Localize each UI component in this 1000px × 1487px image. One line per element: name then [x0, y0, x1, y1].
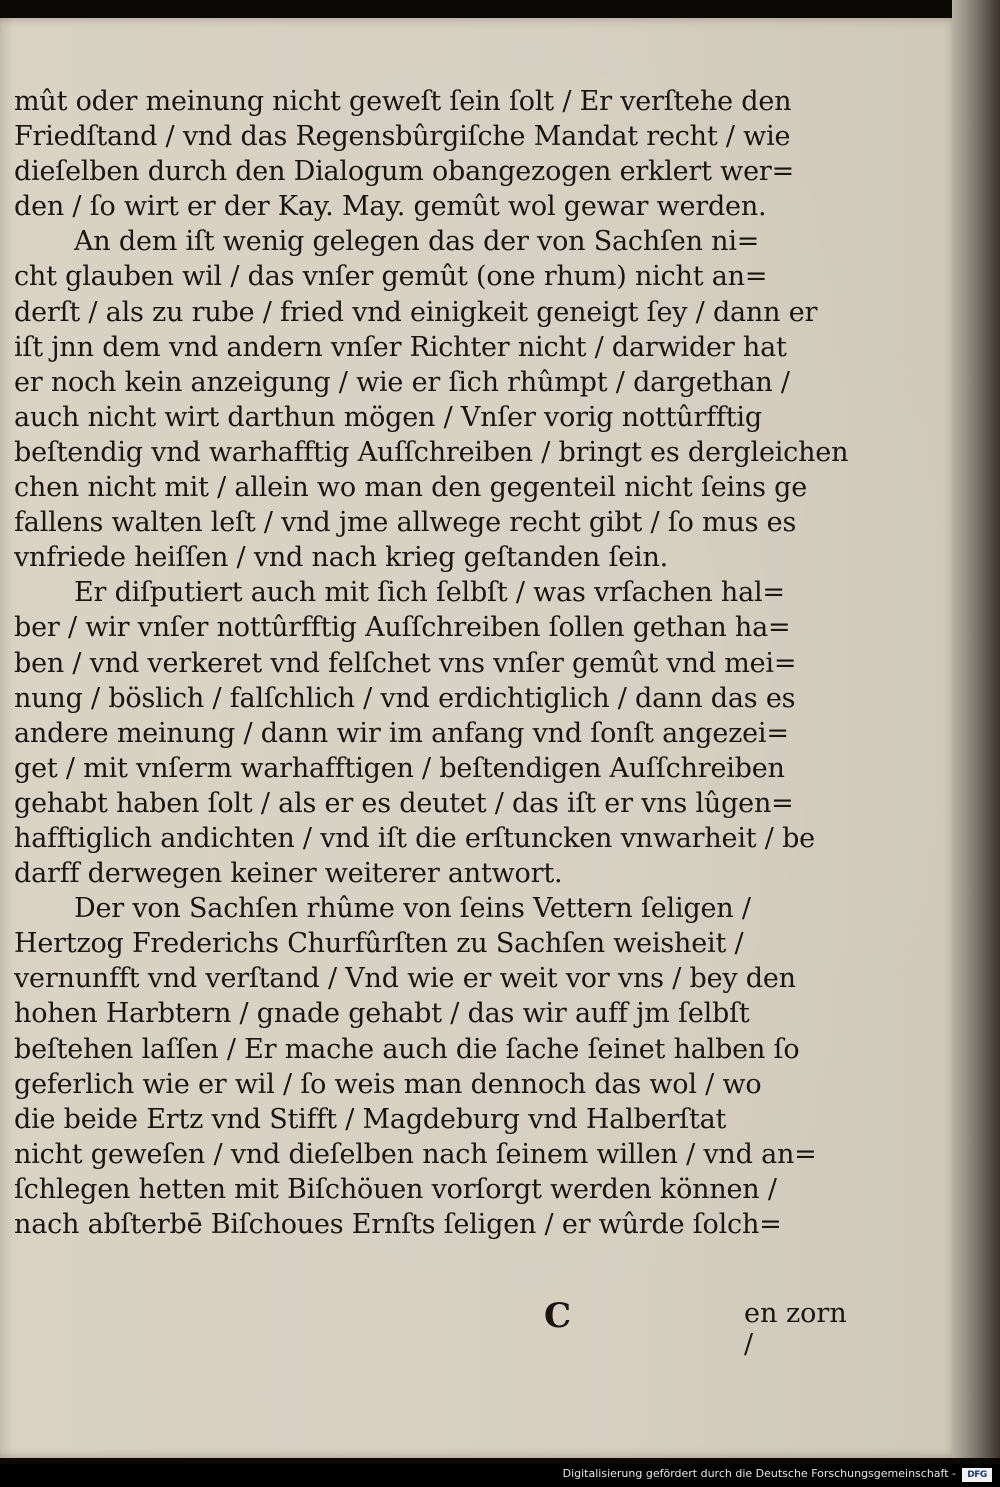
text-line: iſt jnn dem vnd andern vnſer Richter nicht / darwider hat — [14, 331, 787, 363]
catchword: en zorn / — [744, 1298, 847, 1360]
text-line: den / ſo wirt er der Kay. May. gemût wol gewar werden. — [14, 191, 767, 223]
funding-credit: Digitalisierung gefördert durch die Deutsche Forschungsgemeinschaft - — [562, 1467, 956, 1480]
text-line: nicht geweſen / vnd dieſelben nach ſeinem willen / vnd an= — [14, 1138, 817, 1170]
text-line: get / mit vnſerm warhafftigen / beſtendigen Auſſchreiben — [14, 752, 785, 784]
text-line: cht glauben wil / das vnſer gemût (one rhum) nicht an= — [14, 261, 768, 293]
text-line: er noch kein anzeigung / wie er ſich rhûmpt / dargethan / — [14, 366, 790, 398]
text-line: An dem iſt wenig gelegen das der von Sachſen ni= — [74, 226, 760, 258]
text-line: andere meinung / dann wir im anfang vnd ſonſt angezei= — [14, 717, 789, 749]
text-line: mût oder meinung nicht geweſt ſein ſolt / Er verſtehe den — [14, 86, 792, 117]
text-line: ben / vnd verkeret vnd felſchet vns vnſer gemût vnd mei= — [14, 647, 797, 679]
text-line: Der von Sachſen rhûme von ſeins Vettern ſeligen / — [74, 893, 751, 925]
text-line: beſtendig vnd warhafftig Auſſchreiben / bringt es dergleichen — [14, 436, 849, 468]
text-line: auch nicht wirt darthun mögen / Vnſer vorig nottûrfftig — [14, 401, 762, 433]
text-line: nung / böslich / falſchlich / vnd erdichtiglich / dann das es — [14, 682, 796, 714]
scanned-page — [0, 18, 960, 1458]
text-line: vernunfft vnd verſtand / Vnd wie er weit vor vns / bey den — [14, 963, 796, 995]
text-line: darff derwegen keiner weiterer antwort. — [14, 858, 563, 890]
text-line: ber / wir vnſer nottûrfftig Auſſchreiben ſollen gethan ha= — [14, 612, 791, 644]
credit-bar — [0, 1464, 1000, 1487]
text-line: hafftiglich andichten / vnd iſt die erſtuncken vnwarheit / be — [14, 822, 815, 854]
text-line: vnfriede heiſſen / vnd nach krieg geſtanden ſein. — [14, 542, 669, 574]
text-line: Er diſputiert auch mit ſich ſelbſt / was vrſachen hal= — [74, 577, 785, 609]
page-edge-shadow — [952, 0, 1000, 1458]
text-line: Friedſtand / vnd das Regensbûrgiſche Mandat recht / wie — [14, 121, 791, 153]
text-line: fallens walten leſt / vnd jme allwege recht gibt / ſo mus es — [14, 507, 797, 539]
dfg-logo: DFG — [962, 1468, 992, 1482]
text-line: gehabt haben ſolt / als er es deutet / das iſt er vns lûgen= — [14, 787, 794, 819]
page-text — [14, 84, 864, 1242]
text-line: hohen Harbtern / gnade gehabt / das wir auff jm ſelbſt — [14, 998, 750, 1030]
text-line: ſchlegen hetten mit Biſchöuen vorſorgt werden können / — [14, 1173, 777, 1205]
text-line: die beide Ertz vnd Stifft / Magdeburg vnd Halberſtat — [14, 1103, 727, 1135]
text-line: derſt / als zu rube / fried vnd einigkeit geneigt ſey / dann er — [14, 296, 818, 328]
page-footer-line — [14, 1296, 864, 1360]
text-line: Hertzog Frederichs Churfûrſten zu Sachſen weisheit / — [14, 928, 744, 960]
text-line: dieſelben durch den Dialogum obangezogen erklert wer= — [14, 156, 794, 188]
text-line: chen nicht mit / allein wo man den gegenteil nicht ſeins ge — [14, 472, 808, 504]
text-line: beſtehen laſſen / Er mache auch die ſache ſeinet halben ſo — [14, 1033, 800, 1065]
text-line: nach abſterbē Biſchoues Ernſts ſeligen / er wûrde ſolch= — [14, 1209, 782, 1240]
text-line: geferlich wie er wil / ſo weis man dennoch das wol / wo — [14, 1068, 762, 1100]
signature-mark: C — [544, 1296, 572, 1336]
